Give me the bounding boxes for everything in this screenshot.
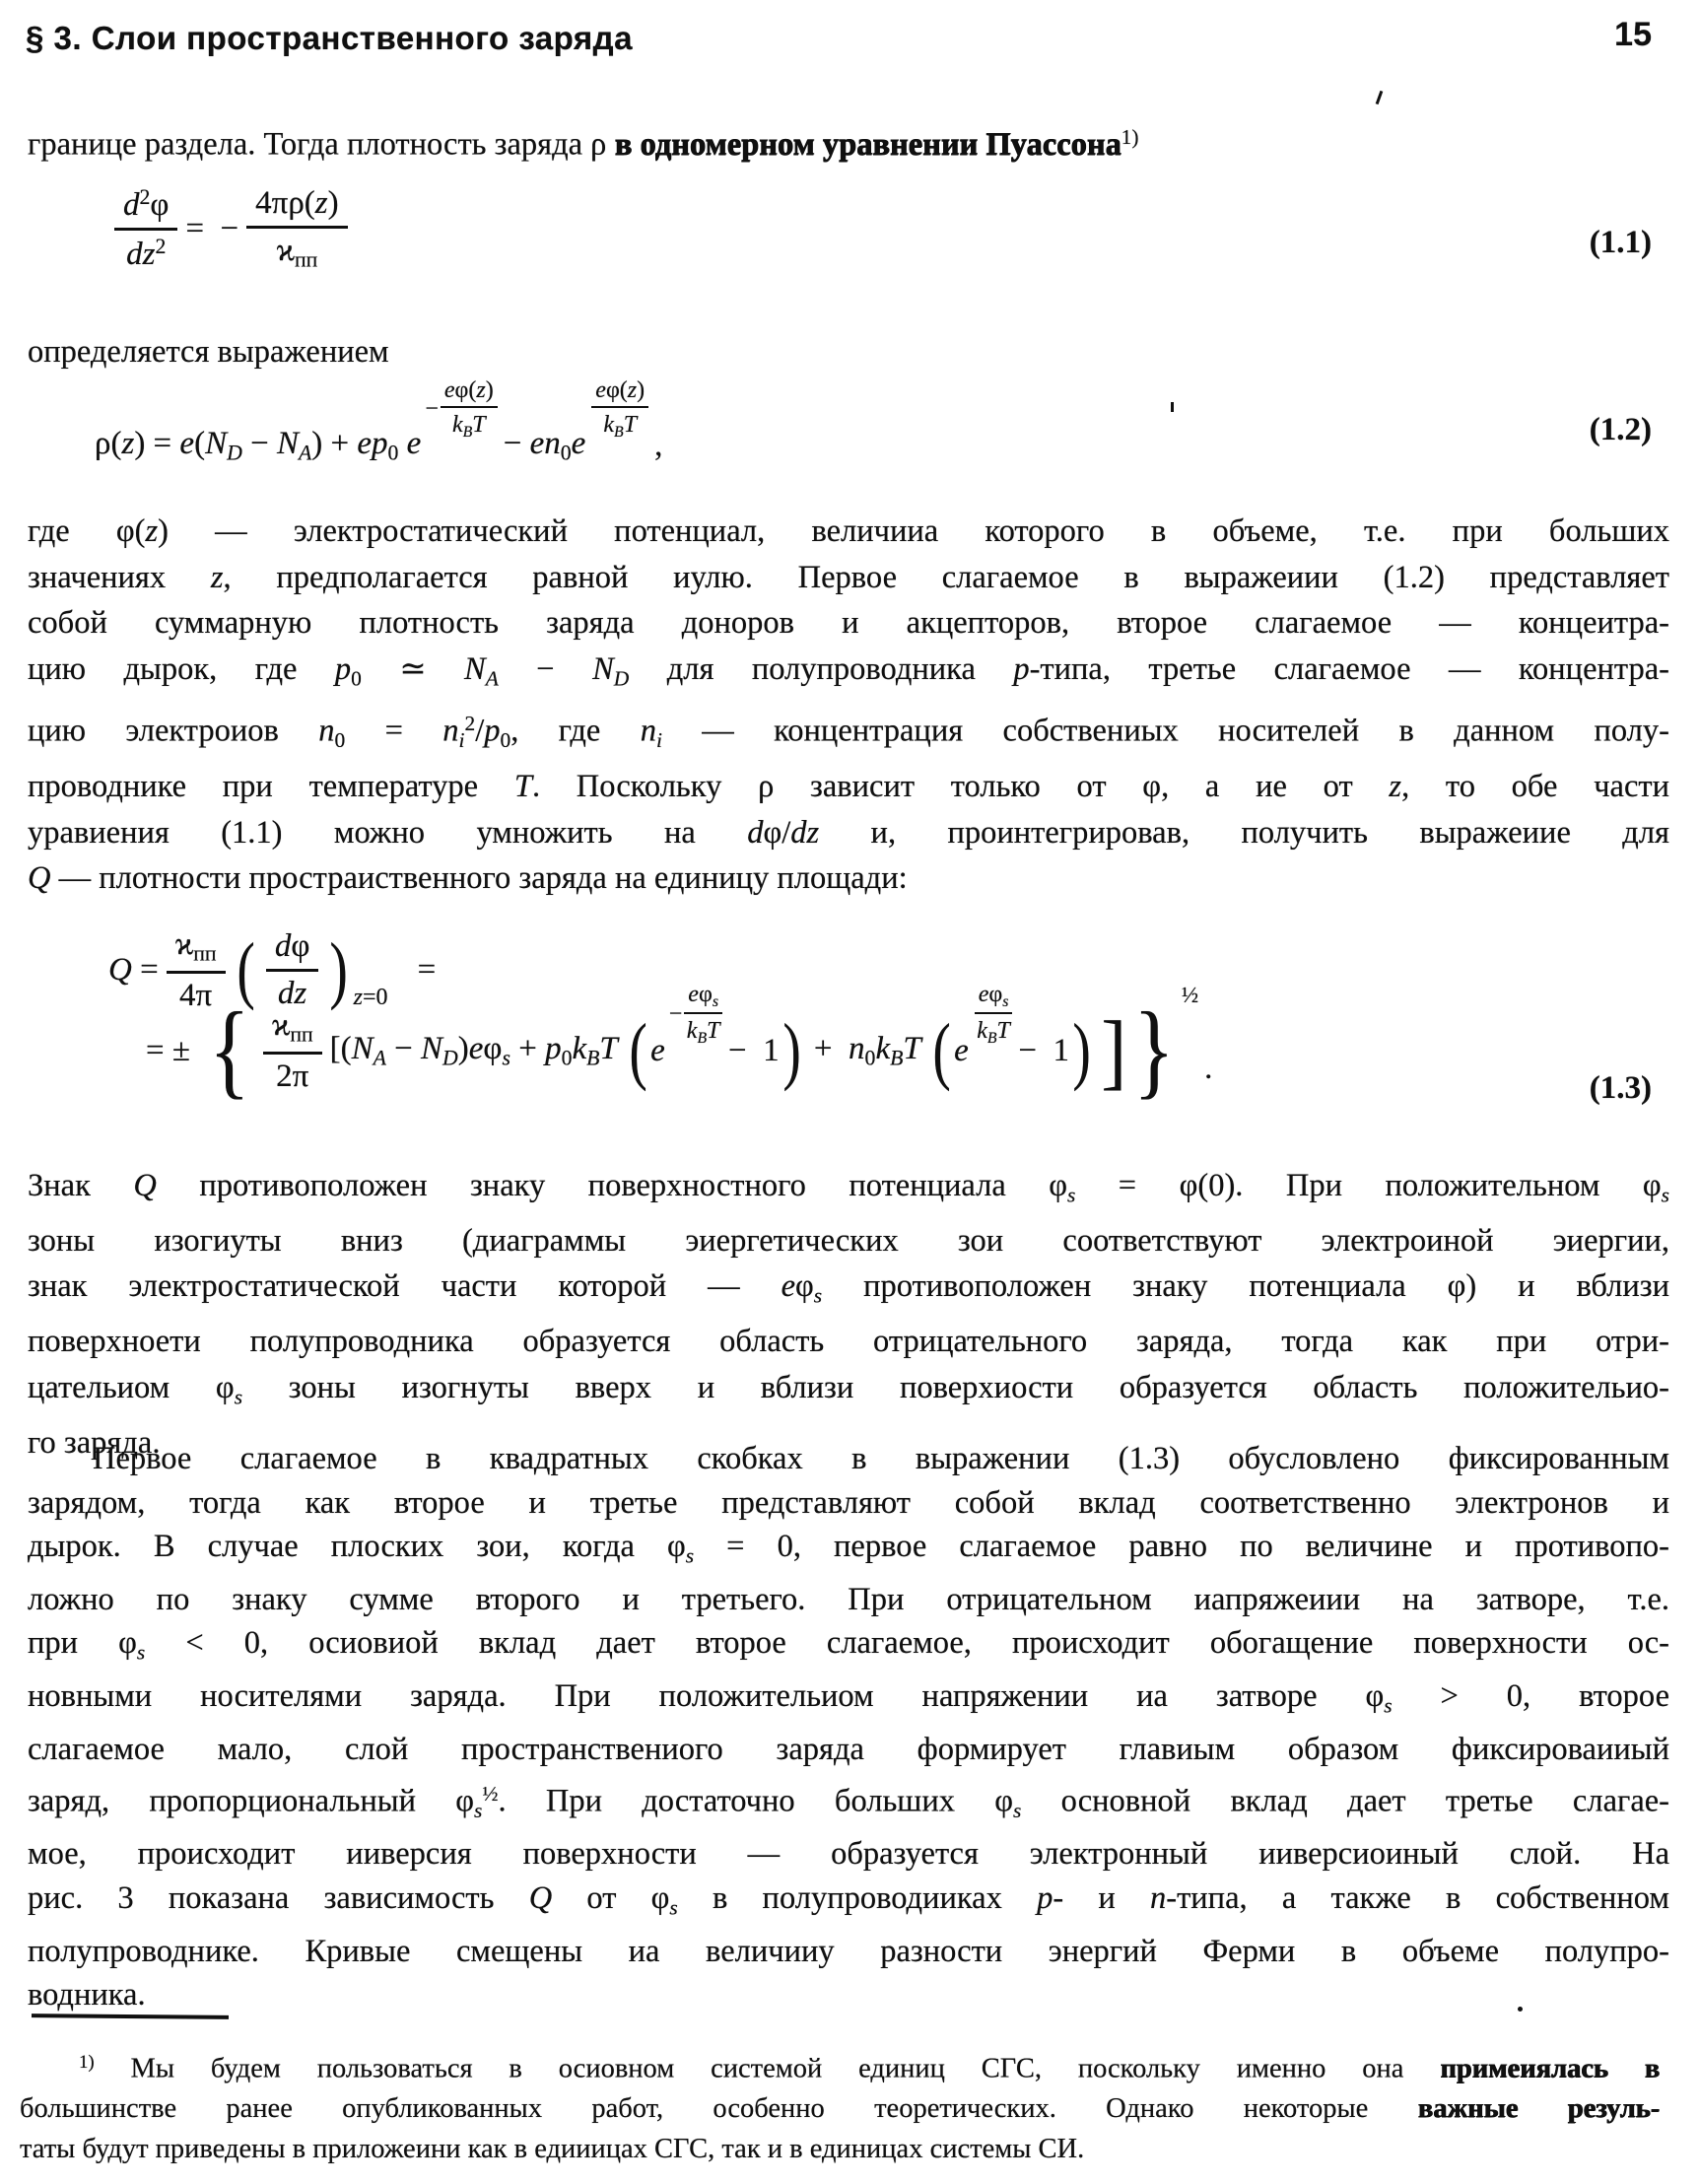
text-line: границе раздела. Тогда плотность заряда ρ в одномерном уравнении Пуассона$^{1)}$ [28, 125, 1139, 163]
equation-1-2 [95, 377, 663, 478]
equation-term: [$(N_A - N_D)e\varphi_s + p_0k_BT$ [329, 1031, 618, 1070]
text-line: где φ(z) — электростатический потенциал, величииа которого в объеме, т.е. при больших [28, 513, 1669, 549]
equation-label: (1.2) [1589, 412, 1652, 447]
section-heading: § 3. Слои пространственного заряда [26, 20, 633, 56]
equation-1-3-row1: Q = $\frac{ϰ_{пп}}{4\pi}$ ( $\frac{d\varphi}{dz}$ ) z=0 = [108, 926, 437, 1013]
equation-1-1 [106, 185, 356, 273]
equation-term: e [954, 1032, 969, 1068]
fraction: $\frac{ϰ_{пп}}{2\pi}$ [263, 1007, 322, 1095]
text-line: заряд, пропорциональный $\varphi_s^{\frac{1}{2}}$. При достаточно больших $\varphi_s$ основной вклад дает третье слагае- [28, 1781, 1669, 1822]
footnote-rule [32, 2013, 229, 2019]
text-line: Q — плотности простраиственного заряда на единицу площади: [28, 860, 908, 897]
text-line: уравиения (1.1) можно умножить на dφ/dz и, проинтегрировав, получить выражеиие для [28, 814, 1669, 851]
footnote [20, 2042, 1660, 2169]
exponent-fraction: $\frac{e\varphi_s}{k_BT}$ [973, 982, 1015, 1049]
fraction: $\frac{d\varphi}{dz}$ [266, 928, 319, 1012]
relation: = − [185, 210, 239, 246]
equation-term: Q = [108, 951, 159, 988]
text-line: водника. [28, 1977, 146, 2013]
text-line: дырок. В случае плоских зои, когда $\varphi_s = 0$, первое слагаемое равно по величине и противопо- [28, 1529, 1669, 1568]
text-line: собой суммарную плотность заряда доноров и акцепторов, второе слагаемое — концеитра- [28, 605, 1669, 641]
paragraph [28, 1437, 1669, 2017]
subscript: z=0 [353, 984, 388, 1010]
equation-1-3-row2: = ± { $\frac{ϰ_{пп}}{2\pi}$ [$(N_A - N_D)e\varphi_s + p_0k_BT$ ( e − $\frac{e\varphi_s}{k_BT}$ − 1 ) + $n_0k_BT$ ( e $\frac{e\varphi_s}{k_BT}$ − 1 ) ] } ½ . [146, 981, 1213, 1110]
text-line: проводнике при температуре T. Поскольку ρ зависит только от φ, а ие от z, то обе части [28, 769, 1669, 805]
text-line: новными носителями заряда. При положительиом напряжении иа затворе $\varphi_s > 0$, второе [28, 1678, 1669, 1718]
paragraph [28, 1163, 1669, 1466]
equation-term: , [654, 427, 663, 463]
exponent-fraction: − $\frac{e\varphi_s}{k_BT}$ [669, 982, 724, 1049]
equation-term: = ± [146, 1032, 190, 1068]
text-line: рис. 3 показана зависимость Q от $\varphi_s$ в полупроводииках p- и n-типа, а также в собственном [28, 1879, 1669, 1920]
text-line: го заряда. [28, 1424, 161, 1461]
text-line: мое, происходит ииверсия поверхности — образуется электронный ииверсиоиный слой. На [28, 1836, 1669, 1873]
equation-term: − $en_0e$ [503, 426, 586, 465]
scan-artifact [1171, 402, 1174, 412]
fraction: $\frac{d^2\varphi}{dz^2}$ [114, 185, 177, 273]
scan-artifact [1376, 91, 1384, 104]
text-line: Первое слагаемое в квадратных скобках в выражении (1.3) обусловлено фиксированным [93, 1441, 1669, 1476]
power-half: ½ [1181, 983, 1199, 1008]
text-line: значениях z, предполагается равной иулю. Первое слагаемое в выражеиии (1.2) представляет [28, 559, 1670, 595]
page-number: 15 [1614, 16, 1652, 53]
exponent-fraction: $\frac{e\varphi(z)}{k_BT}$ [589, 377, 650, 442]
equals: = [417, 951, 437, 988]
text-line: при $\varphi_s < 0$, осиовиой вклад дает второе слагаемое, происходит обогащение поверхности ос- [28, 1625, 1669, 1665]
text-line: слагаемое мало, слой пространствениого заряда формирует главиым образом фиксироваииый [28, 1732, 1669, 1768]
text-line: ложно по знаку сумме второго и третьего. При отрицательном иапряжеиии на затворе, т.е. [28, 1581, 1669, 1617]
equation-term: e [650, 1032, 665, 1068]
text-line: цию электроиов $n_0 = n_i^2/p_0$, где $n_i$ — концентрация собствениых носителей в данном полу- [28, 712, 1669, 753]
period: . [1204, 1050, 1213, 1086]
text-line: зоны изогиуты вниз (диаграммы эиергетических зои соответствуют электроиной эиергии, [28, 1222, 1669, 1259]
text-line: Знак Q противоположен знаку поверхностного потенциала $\varphi_s = \varphi(0)$. При положительном $\varphi_s$ [28, 1168, 1670, 1207]
equation-term: + $n_0k_BT$ [813, 1031, 921, 1070]
text-line: полупроводнике. Кривые смещены иа величииу разности энергий Ферми в объеме полупро- [28, 1933, 1669, 1969]
equation-label: (1.1) [1589, 225, 1652, 260]
text-line: большинстве ранее опубликованных работ, особенно теоретических. Однако некоторые важные резуль- [20, 2093, 1660, 2125]
paragraph [28, 509, 1669, 902]
text-line: определяется выражением [28, 334, 389, 370]
fraction: $\frac{ϰ_{пп}}{4\pi}$ [167, 926, 226, 1014]
equation-term: − 1 [727, 1032, 780, 1068]
fraction: $\frac{4\pi\rho(z)}{ϰ_{пп}}$ [246, 185, 347, 273]
text-line: цательиом $\varphi_s$ зоны изогнуты вверх и вблизи поверхиости образуется область положительио- [28, 1369, 1670, 1409]
text-line: цию дырок, где $p_0$ ≃ $N_A - N_D$ для полупроводника p-типа, третье слагаемое — концентра- [28, 650, 1669, 690]
equation-term: − 1 [1018, 1032, 1070, 1068]
exponent-fraction: − $\frac{e\varphi(z)}{k_BT}$ [425, 377, 499, 442]
text-line: зарядом, тогда как второе и третье представляют собой вклад соответственно электронов и [28, 1484, 1669, 1521]
text-line: $^{1)}$ Мы будем пользоваться в осиовном системой единиц СГС, поскольку именно она примеиялась в [79, 2052, 1660, 2084]
scan-artifact [1518, 2007, 1523, 2012]
equation-term: $\rho(z) = e(N_D - N_A) + ep_0$ e [95, 426, 422, 465]
text-line: поверхноети полупроводника образуется область отрицательного заряда, тогда как при отри- [28, 1324, 1669, 1360]
text-line: знак электростатической части которой — $e\varphi_s$ противоположен знаку потенциала φ) и вблизи [28, 1268, 1669, 1308]
equation-label: (1.3) [1589, 1070, 1652, 1106]
text-line: таты будут приведены в приложеини как в едииицах СГС, так и в единицах системы СИ. [20, 2134, 1085, 2165]
